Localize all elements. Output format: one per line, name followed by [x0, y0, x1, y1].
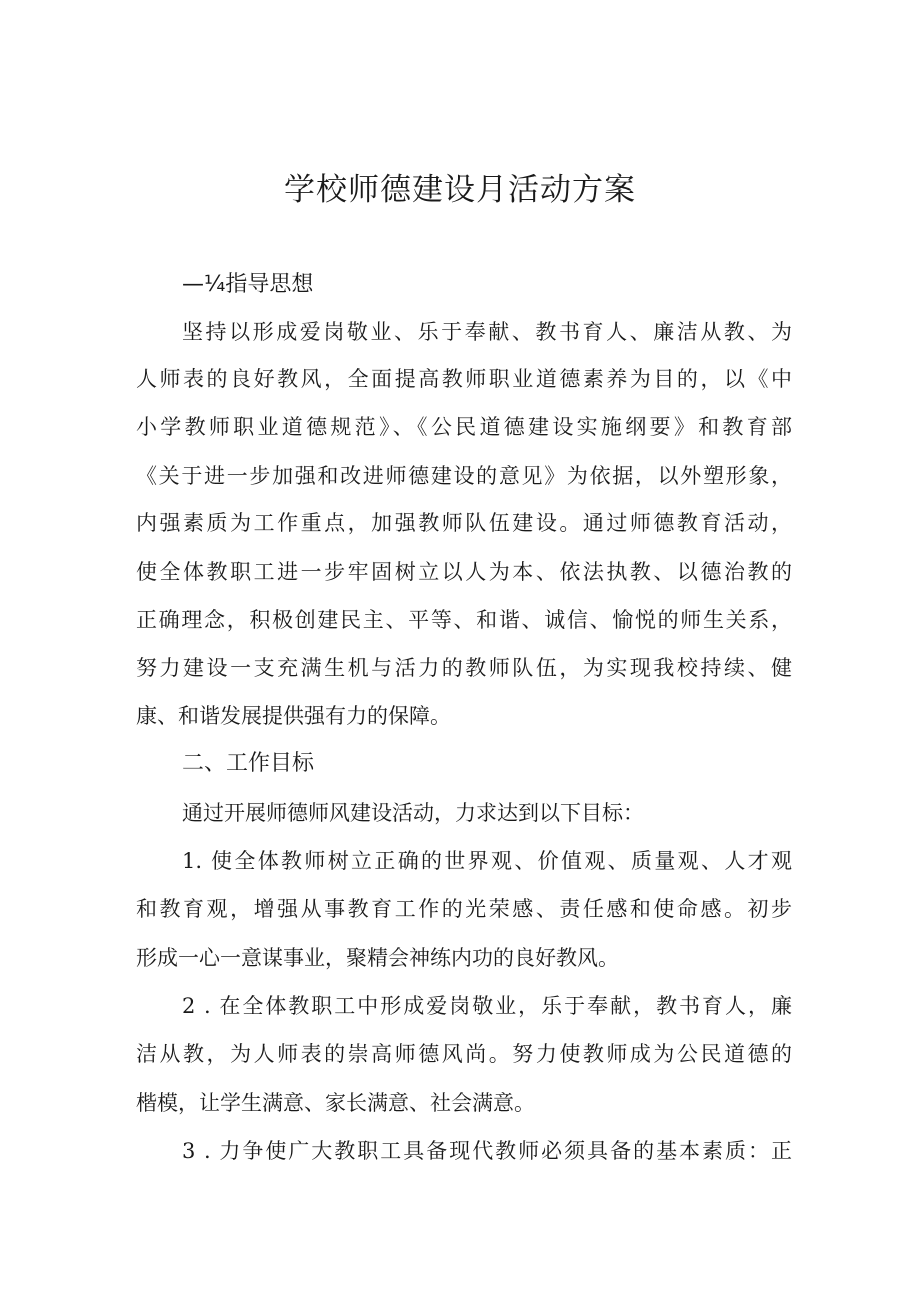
paragraph-line: 《关于进一步加强和改进师德建设的意见》为依据，以外塑形象， [136, 464, 792, 488]
list-item-line: 3 . 力争使广大教职工具备现代教师必须具备的基本素质：正 [182, 1139, 792, 1163]
paragraph-line: 小学教师职业道德规范》、《公民道德建设实施纲要》和教育部 [136, 415, 792, 439]
document-title: 学校师德建设月活动方案 [284, 172, 636, 208]
paragraph-line: 康、和谐发展提供强有力的保障。 [136, 704, 451, 728]
paragraph-line: 内强素质为工作重点，加强教师队伍建设。通过师德教育活动， [136, 511, 792, 535]
paragraph-line: 人师表的良好教风，全面提高教师职业道德素养为目的，以《中 [136, 367, 792, 391]
list-item-line: 和教育观，增强从事教育工作的光荣感、责任感和使命感。初步 [136, 897, 792, 921]
list-item-line: 形成一心一意谋事业，聚精会神练内功的良好教风。 [136, 946, 619, 970]
paragraph-line: 坚持以形成爱岗敬业、乐于奉献、教书育人、廉洁从教、为 [182, 320, 792, 344]
paragraph-line: 正确理念，积极创建民主、平等、和谐、诚信、愉悦的师生关系， [136, 608, 792, 632]
paragraph-line: 努力建设一支充满生机与活力的教师队伍，为实现我校持续、健 [136, 656, 792, 680]
paragraph-line: 通过开展师德师风建设活动，力求达到以下目标： [182, 801, 644, 825]
list-item-line: 楷模，让学生满意、家长满意、社会满意。 [136, 1091, 535, 1115]
list-item-line: 1. 使全体教师树立正确的世界观、价值观、质量观、人才观 [182, 849, 792, 873]
section-heading-guiding-ideology: —¼指导思想 [182, 272, 314, 297]
list-item-line: 洁从教，为人师表的崇高师德风尚。努力使教师成为公民道德的 [136, 1042, 792, 1066]
list-item-line: 2 . 在全体教职工中形成爱岗敬业，乐于奉献，教书育人，廉 [182, 994, 792, 1018]
section-heading-work-goals: 二、工作目标 [182, 751, 315, 776]
paragraph-line: 使全体教职工进一步牢固树立以人为本、依法执教、以德治教的 [136, 560, 792, 584]
